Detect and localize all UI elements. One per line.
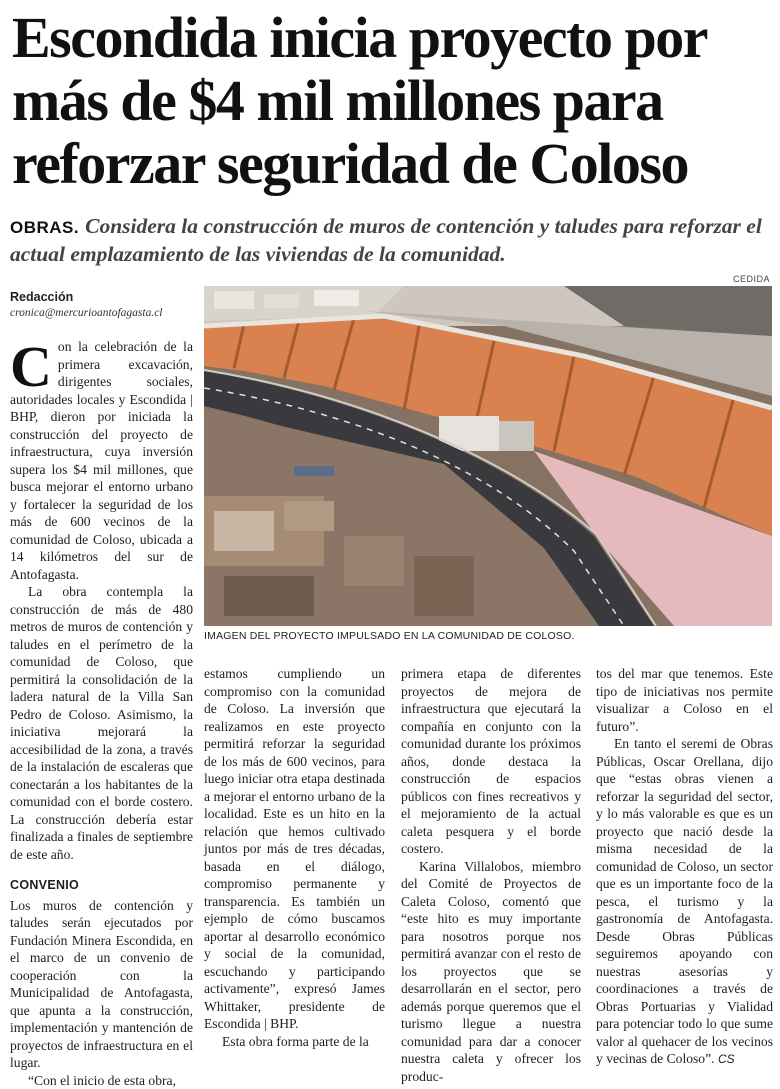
lead-text: Considera la construcción de muros de contención y taludes para reforzar el actual emplazamiento de las viviendas de la comunidad. bbox=[10, 214, 762, 266]
headline-line-2: más de $4 mil millones para bbox=[12, 69, 772, 132]
subhead-convenio: CONVENIO bbox=[10, 877, 193, 895]
paragraph-7 bbox=[596, 735, 773, 1069]
paragraph-6-continued: tos del mar que tenemos. Este tipo de iniciativas nos permite visualizar a Coloso en el futuro”. bbox=[596, 665, 773, 735]
headline-line-1: Escondida inicia proyecto por bbox=[12, 6, 772, 69]
paragraph-3: Los muros de contención y taludes serán ejecutados por Fundación Minera Escondida, en el marco de un convenio de cooperación con la Municipalidad de Antofagasta, que apunta a la construcción, implementación y mantención de proyectos de infraestructura en el lugar. bbox=[10, 897, 193, 1072]
paragraph-1: on la celebración de la primera excavación, dirigentes sociales, autoridades locales y Escondida | BHP, dieron por iniciada la construcción del proyecto de infraestructura, cuya inversión supera los $4 mil millones, que busca mejorar el entorno urbano y fortalecer la seguridad de los más de 600 vecinos de la comunidad de Coloso, ubicada a 14 kilómetros del sur de Antofagasta. bbox=[10, 338, 193, 583]
photo-caption: IMAGEN DEL PROYECTO IMPULSADO EN LA COMUNIDAD DE COLOSO. bbox=[204, 630, 772, 642]
paragraph-5-start: Esta obra forma parte de la bbox=[204, 1033, 385, 1051]
paragraph-5-continued: primera etapa de diferentes proyectos de mejora de infraestructura que ejecutará la compañía en conjunto con la comunidad durante los próximos años, donde destaca la construcción de espacios públicos con fines recreativos y el mejoramiento de la actual caleta pesquera y el borde costero. bbox=[401, 665, 581, 858]
paragraph-2: La obra contempla la construcción de más de 480 metros de muros de contención y taludes en el perímetro de la comunidad de Coloso, que permitirá la consolidación de la ladera natural de la Villa San Pedro de Coloso. Asimismo, la iniciativa mejorará la accesibilidad de la zona, a través de la instalación de escaleras que conectarán a los habitantes de la comunidad con el borde costero. La construcción debería estar finalizada a finales de septiembre de este año. bbox=[10, 583, 193, 863]
end-mark: CS bbox=[718, 1052, 735, 1066]
lead-kicker: OBRAS. bbox=[10, 218, 79, 237]
paragraph-4-continued: estamos cumpliendo un compromiso con la comunidad de Coloso. La inversión que realizamos en este proyecto permitirá reforzar la seguridad de los más de 600 vecinos, para luego iniciar otra etapa destinada a mejorar el entorno urbano de la localidad. Este es un hito en la relación que hemos cultivado juntos por más de tres décadas, basada en el diálogo, compromiso permanente y transparencia. Es también un ejemplo de cómo buscamos aportar al desarrollo económico y social de la comunidad, escuchando y participando activamente”, expresó James Whittaker, presidente de Escondida | BHP. bbox=[204, 665, 385, 1033]
paragraph-7-text: En tanto el seremi de Obras Públicas, Oscar Orellana, dijo que “estas obras vienen a reforzar la seguridad del sector, y lo más valorable es que es un proyecto que nació desde la misma necesidad de la comunidad de Coloso, un sector que es un importante foco de la pesca, el turismo y la gastronomía de Antofagasta. Desde Obras Públicas seguiremos apoyando con nuestras asesorías y coordinaciones a través de Obras Portuarias y Vialidad para potenciar todo lo que sume valor al quehacer de los vecinos y vecinas de Coloso”. bbox=[596, 736, 773, 1066]
article-column-4 bbox=[596, 665, 773, 1069]
byline-email: cronica@mercurioantofagasta.cl bbox=[10, 307, 195, 319]
project-rendering-illustration bbox=[204, 286, 772, 626]
paragraph-6: Karina Villalobos, miembro del Comité de Proyectos de Caleta Coloso, comentó que “este hito es muy importante para nosotros porque nos permitirá avanzar con el resto de los proyectos que se desarrollarán en el sector, pero además porque queremos que el turismo llegue a nuestra comunidad para dar a conocer nuestra caleta y ofrecer los produc- bbox=[401, 858, 581, 1086]
byline bbox=[10, 290, 195, 319]
headline bbox=[12, 6, 772, 195]
byline-author: Redacción bbox=[10, 290, 195, 304]
article-column-3 bbox=[401, 665, 581, 1085]
drop-cap: C bbox=[10, 344, 52, 390]
photo-credit: CEDIDA bbox=[733, 274, 770, 284]
headline-line-3: reforzar seguridad de Coloso bbox=[12, 132, 772, 195]
article-column-1 bbox=[10, 338, 193, 1089]
lead-paragraph bbox=[10, 213, 770, 268]
paragraph-4-start: “Con el inicio de esta obra, bbox=[10, 1072, 193, 1089]
project-rendering-photo bbox=[204, 286, 772, 626]
article-column-2 bbox=[204, 665, 385, 1050]
